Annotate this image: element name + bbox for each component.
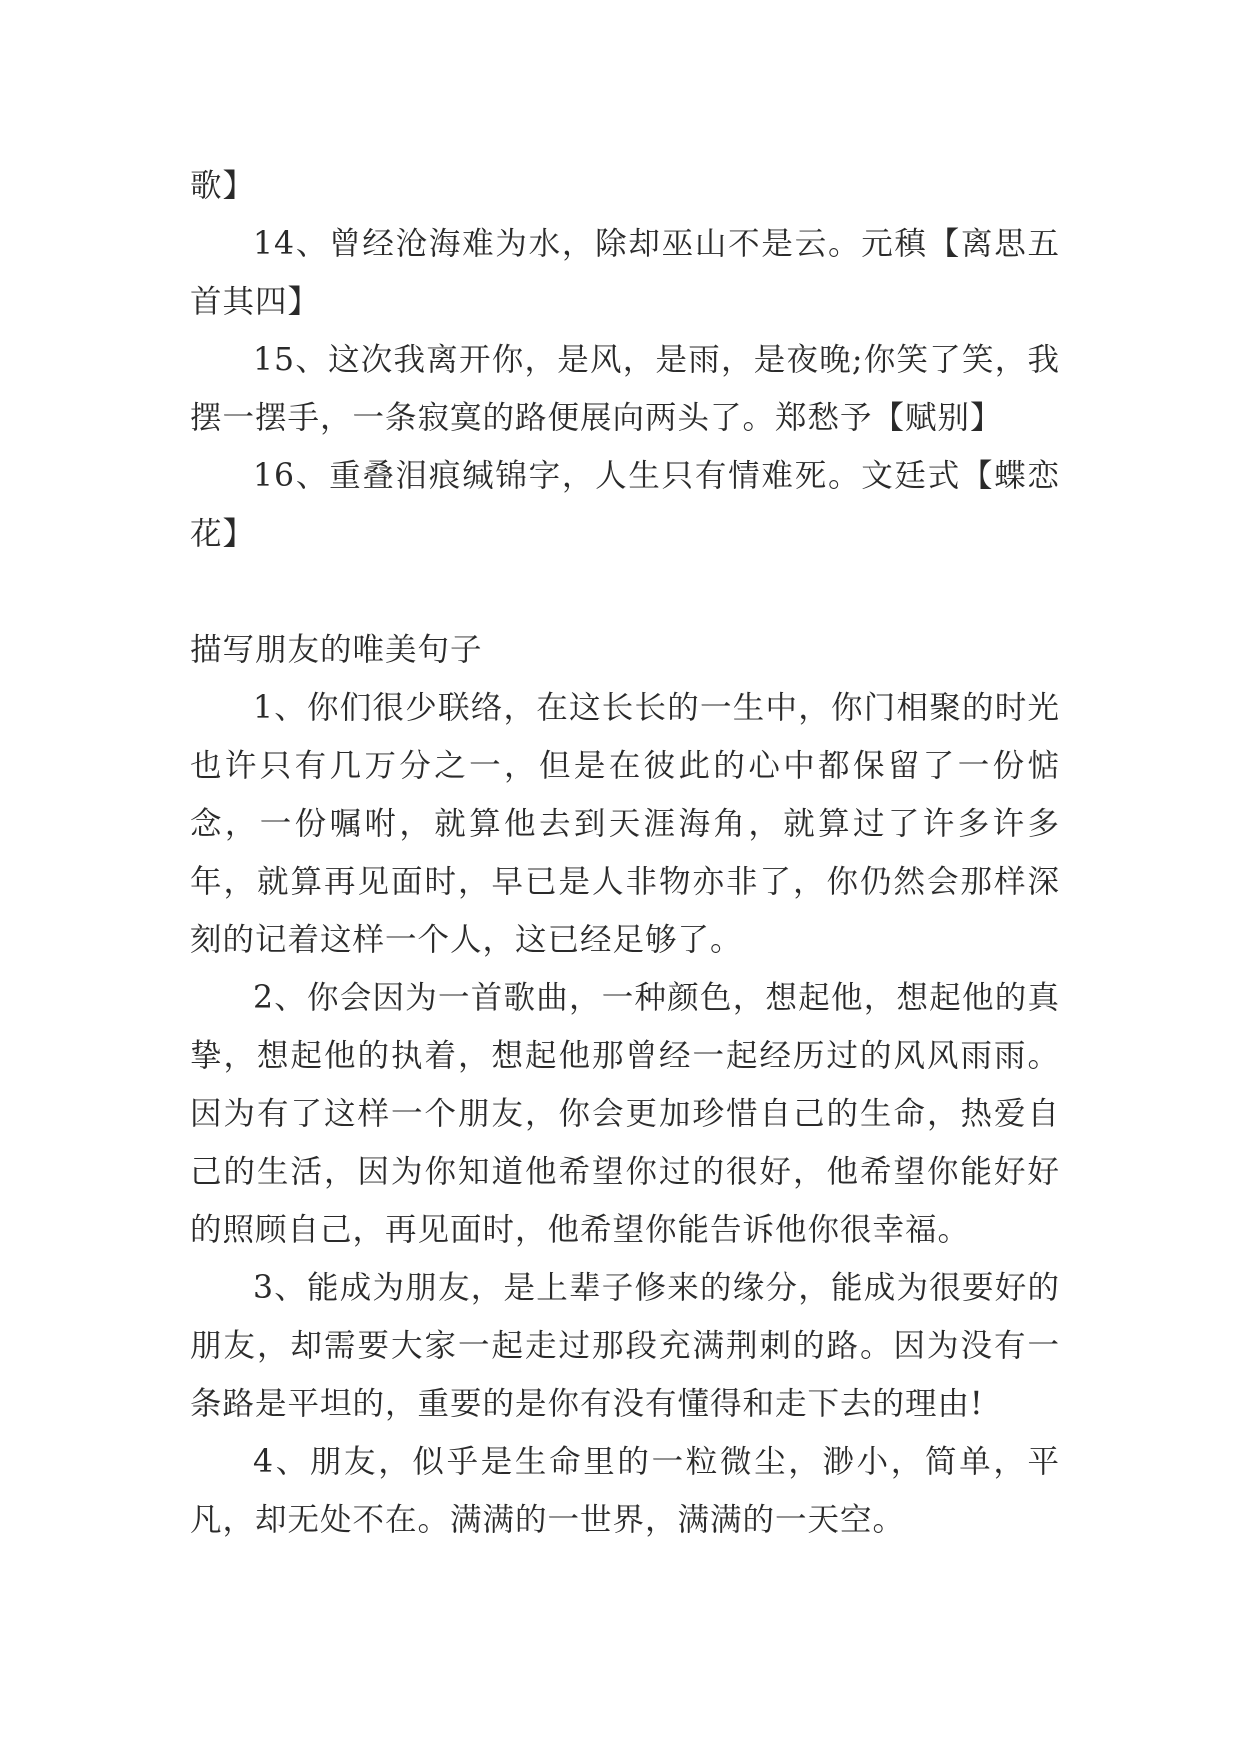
section-title: 描写朋友的唯美句子	[190, 632, 483, 668]
poem-quote-15: 15、这次我离开你，是风，是雨，是夜晚;你笑了笑，我摆一摆手，一条寂寞的路便展向两头了。郑愁予【赋别】	[190, 342, 1060, 436]
document-body	[190, 157, 1060, 1549]
friendship-sentence-4: 4、朋友，似乎是生命里的一粒微尘，渺小，简单，平凡，却无处不在。满满的一世界，满满的一天空。	[190, 1444, 1060, 1538]
poem-quote-14: 14、曾经沧海难为水，除却巫山不是云。元稹【离思五首其四】	[190, 226, 1060, 320]
paragraph-continuation: 歌】	[190, 168, 256, 204]
poem-quote-16: 16、重叠泪痕缄锦字，人生只有情难死。文廷式【蝶恋花】	[190, 458, 1060, 552]
friendship-sentence-1: 1、你们很少联络，在这长长的一生中，你门相聚的时光也许只有几万分之一，但是在彼此的心中都保留了一份惦念，一份嘱咐，就算他去到天涯海角，就算过了许多许多年，就算再见面时，早已是人非物亦非了，你仍然会那样深刻的记着这样一个人，这已经足够了。	[190, 690, 1060, 958]
friendship-sentence-3: 3、能成为朋友，是上辈子修来的缘分，能成为很要好的朋友，却需要大家一起走过那段充满荆刺的路。因为没有一条路是平坦的，重要的是你有没有懂得和走下去的理由!	[190, 1270, 1060, 1422]
friendship-sentence-2: 2、你会因为一首歌曲，一种颜色，想起他，想起他的真挚，想起他的执着，想起他那曾经一起经历过的风风雨雨。因为有了这样一个朋友，你会更加珍惜自己的生命，热爱自己的生活，因为你知道他希望你过的很好，他希望你能好好的照顾自己，再见面时，他希望你能告诉他你很幸福。	[190, 980, 1060, 1248]
